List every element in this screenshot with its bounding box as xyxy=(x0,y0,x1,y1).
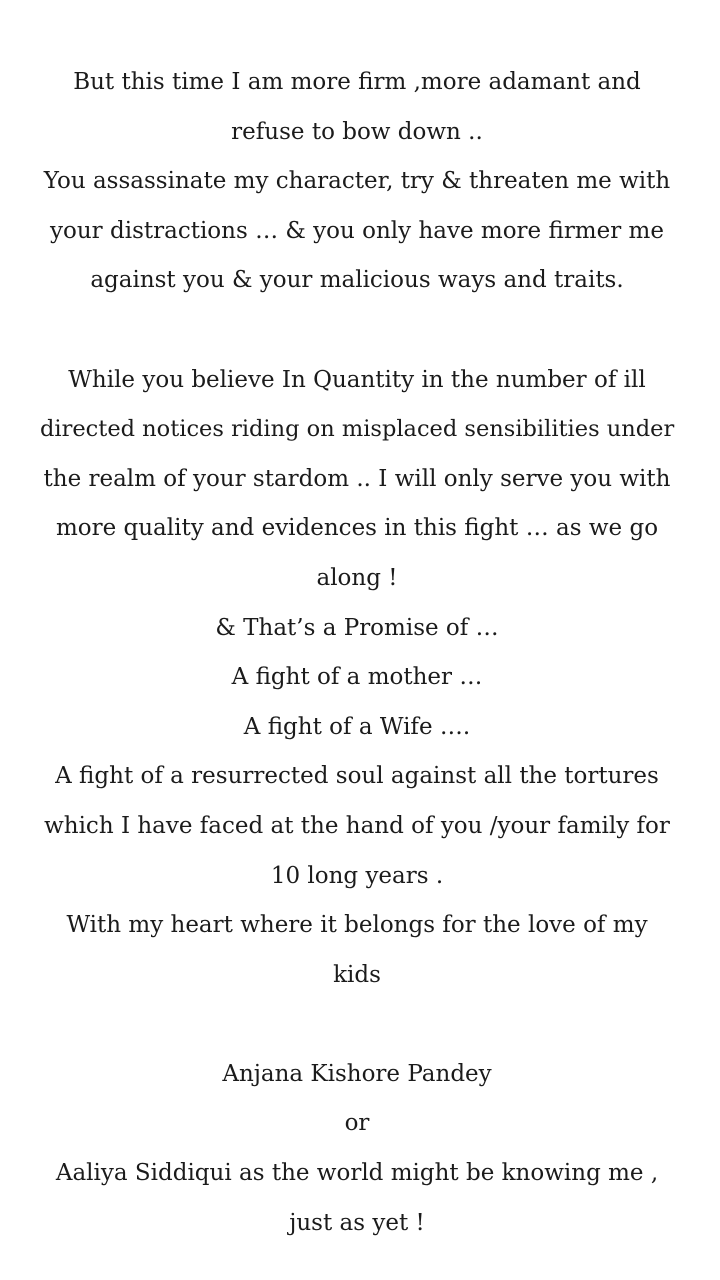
text-line: But this time I am more firm ,more adamant and xyxy=(73,69,641,95)
text-line: against you & your malicious ways and traits. xyxy=(90,267,624,294)
signature-name: Anjana Kishore Pandey xyxy=(222,1060,492,1087)
text-line: along ! xyxy=(316,564,398,591)
paragraph-promise xyxy=(40,356,674,1001)
text-line: your distractions … & you only have more firmer me xyxy=(50,217,664,244)
text-line: kids xyxy=(333,961,381,988)
text-line: While you believe In Quantity in the number of ill xyxy=(68,366,646,393)
paragraph-spacer xyxy=(40,306,674,356)
signature-closing: just as yet ! xyxy=(289,1209,425,1236)
signature-alias: Aaliya Siddiqui as the world might be knowing me , xyxy=(55,1160,659,1187)
text-line: & That’s a Promise of … xyxy=(215,614,499,641)
text-line: A fight of a resurrected soul against all the tortures xyxy=(55,763,659,790)
signature-or: or xyxy=(344,1110,370,1137)
letter-body xyxy=(40,58,674,1248)
text-line: 10 long years . xyxy=(270,862,444,889)
paragraph-spacer xyxy=(40,1000,674,1050)
text-line: which I have faced at the hand of you /your family for xyxy=(44,812,670,839)
text-line: With my heart where it belongs for the love of my xyxy=(66,912,648,939)
text-line: more quality and evidences in this fight … as we go xyxy=(55,515,659,542)
text-line: You assassinate my character, try & threaten me with xyxy=(43,168,671,195)
text-line: directed notices riding on misplaced sensibilities under xyxy=(40,416,675,443)
text-line: A fight of a mother … xyxy=(231,664,483,691)
text-line: refuse to bow down .. xyxy=(231,118,483,145)
text-line: A fight of a Wife …. xyxy=(243,713,471,740)
text-line: the realm of your stardom .. I will only serve you with xyxy=(43,465,671,492)
signature-block xyxy=(40,1050,674,1248)
paragraph-defiance xyxy=(40,58,674,306)
